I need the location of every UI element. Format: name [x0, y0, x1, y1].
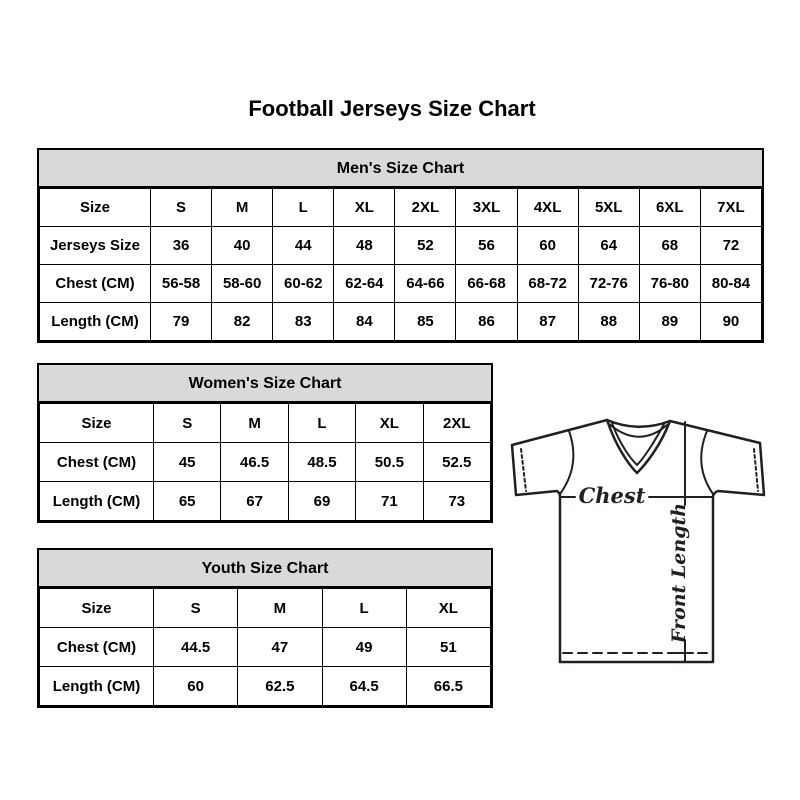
value-cell: 50.5	[356, 443, 423, 482]
jersey-measurement-diagram	[503, 403, 775, 675]
value-cell: 68-72	[517, 265, 578, 303]
value-cell: 90	[700, 303, 761, 341]
value-cell: 48.5	[288, 443, 355, 482]
chest-label: Chest	[578, 483, 646, 508]
value-cell: 87	[517, 303, 578, 341]
value-cell: 60-62	[273, 265, 334, 303]
womens-size-chart	[37, 363, 493, 523]
value-cell: 71	[356, 482, 423, 521]
youth-size-chart-title: Youth Size Chart	[39, 550, 491, 588]
value-cell: 84	[334, 303, 395, 341]
value-cell: 2XL	[423, 404, 490, 443]
value-cell: 85	[395, 303, 456, 341]
value-cell: 62.5	[238, 667, 322, 706]
value-cell: 83	[273, 303, 334, 341]
value-cell: M	[212, 189, 273, 227]
right-sleeve-seam	[701, 431, 713, 494]
mens-size-chart-title: Men's Size Chart	[39, 150, 762, 188]
value-cell: 62-64	[334, 265, 395, 303]
value-cell: 5XL	[578, 189, 639, 227]
value-cell: 89	[639, 303, 700, 341]
value-cell: 65	[154, 482, 221, 521]
row-label-cell: Length (CM)	[40, 667, 154, 706]
womens-size-table	[39, 403, 491, 521]
value-cell: 48	[334, 227, 395, 265]
row-label-cell: Size	[40, 189, 151, 227]
table-row	[40, 589, 491, 628]
mens-size-table	[39, 188, 762, 341]
table-row	[40, 189, 762, 227]
front-length-label: Front Length	[668, 502, 690, 644]
table-row	[40, 667, 491, 706]
value-cell: 2XL	[395, 189, 456, 227]
value-cell: 82	[212, 303, 273, 341]
value-cell: 6XL	[639, 189, 700, 227]
value-cell: 64-66	[395, 265, 456, 303]
value-cell: 67	[221, 482, 288, 521]
mens-size-chart	[37, 148, 764, 343]
row-label-cell: Length (CM)	[40, 482, 154, 521]
value-cell: 86	[456, 303, 517, 341]
value-cell: 58-60	[212, 265, 273, 303]
table-row	[40, 265, 762, 303]
right-cuff-stitch-dashes	[754, 449, 758, 491]
jersey-body-outline	[512, 420, 764, 662]
value-cell: 60	[517, 227, 578, 265]
value-cell: 4XL	[517, 189, 578, 227]
row-label-cell: Chest (CM)	[40, 628, 154, 667]
page-title: Football Jerseys Size Chart	[248, 96, 536, 121]
value-cell: S	[154, 589, 238, 628]
v-neck-inner-line	[612, 423, 664, 465]
value-cell: 40	[212, 227, 273, 265]
value-cell: M	[238, 589, 322, 628]
value-cell: 72	[700, 227, 761, 265]
value-cell: 80-84	[700, 265, 761, 303]
value-cell: 69	[288, 482, 355, 521]
value-cell: 46.5	[221, 443, 288, 482]
value-cell: 56	[456, 227, 517, 265]
value-cell: 36	[151, 227, 212, 265]
value-cell: 60	[154, 667, 238, 706]
value-cell: XL	[406, 589, 490, 628]
row-label-cell: Chest (CM)	[40, 265, 151, 303]
value-cell: 66.5	[406, 667, 490, 706]
jersey-outline-drawing	[503, 403, 775, 675]
row-label-cell: Jerseys Size	[40, 227, 151, 265]
table-row	[40, 227, 762, 265]
value-cell: L	[273, 189, 334, 227]
value-cell: L	[322, 589, 406, 628]
value-cell: 51	[406, 628, 490, 667]
row-label-cell: Length (CM)	[40, 303, 151, 341]
table-row	[40, 303, 762, 341]
value-cell: 3XL	[456, 189, 517, 227]
row-label-cell: Size	[40, 404, 154, 443]
value-cell: XL	[356, 404, 423, 443]
value-cell: 64.5	[322, 667, 406, 706]
value-cell: 47	[238, 628, 322, 667]
value-cell: 52.5	[423, 443, 490, 482]
value-cell: 52	[395, 227, 456, 265]
value-cell: 73	[423, 482, 490, 521]
table-row	[40, 628, 491, 667]
row-label-cell: Chest (CM)	[40, 443, 154, 482]
value-cell: 72-76	[578, 265, 639, 303]
left-sleeve-seam	[560, 431, 573, 494]
value-cell: 66-68	[456, 265, 517, 303]
left-cuff-stitch-dashes	[521, 449, 526, 491]
value-cell: 79	[151, 303, 212, 341]
value-cell: 76-80	[639, 265, 700, 303]
value-cell: S	[154, 404, 221, 443]
row-label-cell: Size	[40, 589, 154, 628]
value-cell: L	[288, 404, 355, 443]
value-cell: 88	[578, 303, 639, 341]
table-row	[40, 404, 491, 443]
womens-size-chart-title: Women's Size Chart	[39, 365, 491, 403]
value-cell: 44	[273, 227, 334, 265]
table-row	[40, 482, 491, 521]
value-cell: 44.5	[154, 628, 238, 667]
value-cell: 64	[578, 227, 639, 265]
value-cell: XL	[334, 189, 395, 227]
value-cell: S	[151, 189, 212, 227]
youth-size-table	[39, 588, 491, 706]
youth-size-chart	[37, 548, 493, 708]
value-cell: 56-58	[151, 265, 212, 303]
value-cell: M	[221, 404, 288, 443]
value-cell: 49	[322, 628, 406, 667]
value-cell: 68	[639, 227, 700, 265]
value-cell: 7XL	[700, 189, 761, 227]
table-row	[40, 443, 491, 482]
value-cell: 45	[154, 443, 221, 482]
